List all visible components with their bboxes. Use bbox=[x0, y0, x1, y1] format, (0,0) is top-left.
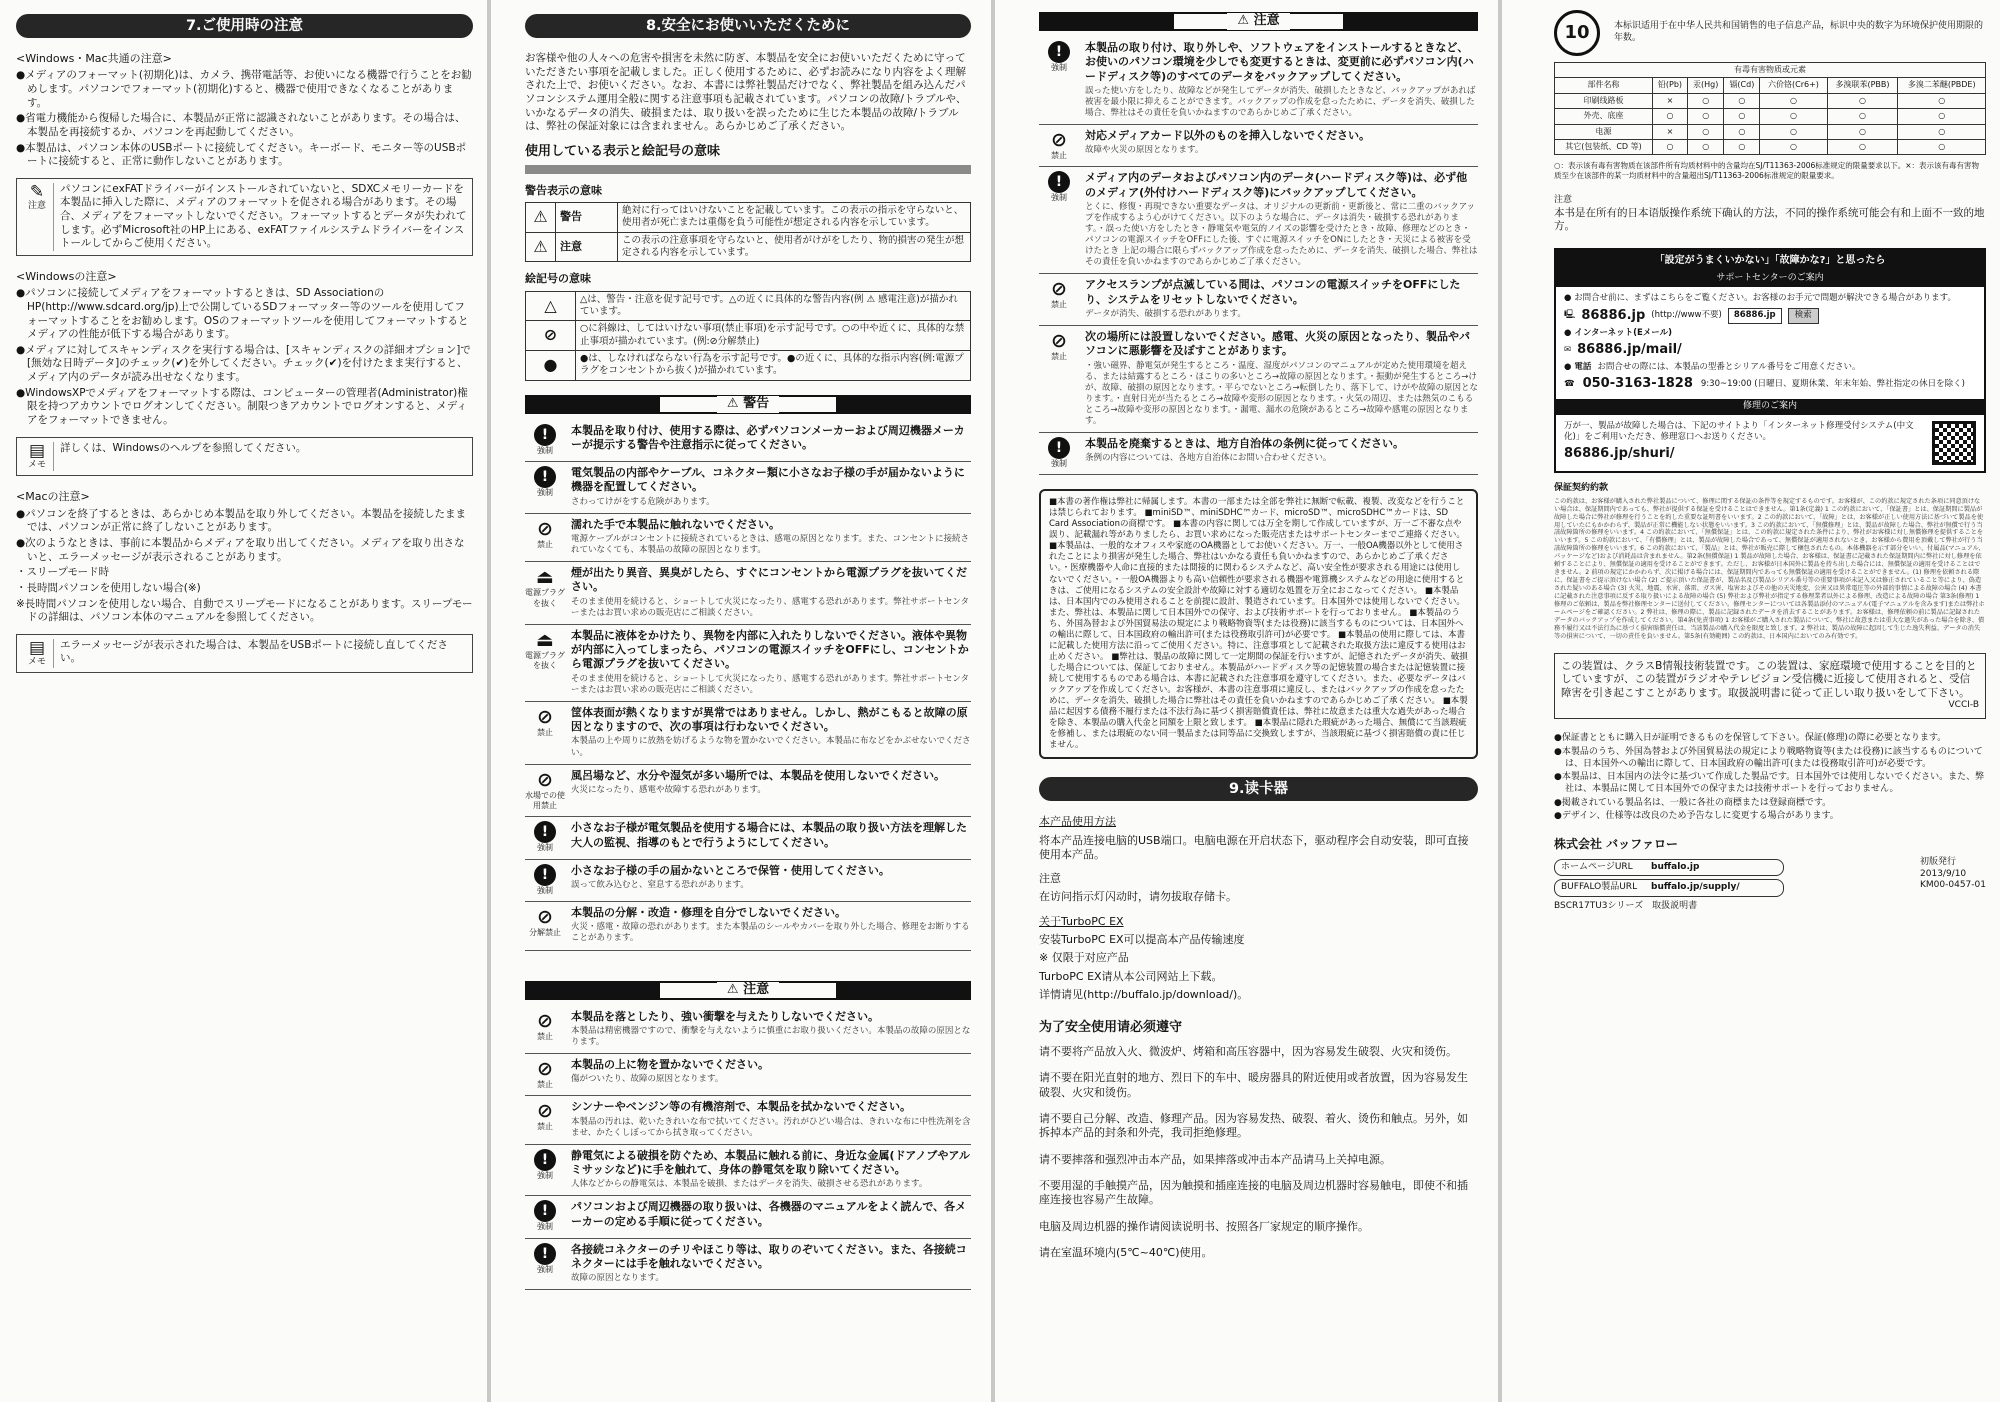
item-main: 対応メディアカード以外のものを挿入しないでください。 bbox=[1085, 129, 1371, 143]
item-main: 本製品を廃棄するときは、地方自治体の条例に従ってください。 bbox=[1085, 436, 1404, 450]
turbopc-list bbox=[1039, 933, 1478, 1002]
mandatory-icon: ! 強制 bbox=[525, 1200, 565, 1232]
mandatory-icon: ! 強制 bbox=[1039, 171, 1079, 268]
support-text: ● お問合せ前に、まずはこちらをご覧ください。お客様のお手元で問題が解決できる場合があります。 bbox=[1564, 292, 1956, 303]
prohibited-icon: ⊘ 禁止 bbox=[537, 517, 553, 549]
safety-item bbox=[525, 1239, 971, 1291]
vcci-text: この装置は、クラスB情報技術装置です。この装置は、家庭環境で使用することを目的としていますが、この装置がラジオやテレビジョン受信機に近接して使用されると、受信障害を引き起こすことがあります。取扱説明書に従って正しい取り扱いをして下さい。 bbox=[1561, 659, 1977, 699]
hazard-row: 电源 × ○ ○ ○ ○ ○ bbox=[1555, 124, 1986, 139]
safety-item bbox=[525, 860, 971, 902]
repair-text: 万が一、製品が故障した場合は、下記のサイトより「インターネット修理受付システム(中文化)」をご利用いただき、修理窓口へお送りください。 bbox=[1564, 421, 1914, 443]
section-title-safety: 8.安全にお使いいただくために bbox=[525, 14, 971, 38]
symbol-row bbox=[526, 232, 971, 262]
exfat-caution-box bbox=[16, 178, 473, 256]
note-item: ●WindowsXPでメディアをフォーマットする際は、コンピューターの管理者(Administrator)権限を持つアカウントでログオンしてください。制限つきアカウントでログオンすると、メディアをフォーマットできません。 bbox=[16, 386, 468, 427]
mac-notes-heading: <Macの注意> bbox=[16, 490, 90, 504]
prohibited-icon: ⊘ 禁止 bbox=[537, 1100, 553, 1132]
windows-notes-heading: <Windowsの注意> bbox=[16, 269, 117, 283]
item-main: 本製品を取り付け、使用する際は、必ずパソコンメーカーおよび周辺機器メーカーが提示する警告や注意指示に従ってください。 bbox=[571, 423, 965, 452]
safety-item bbox=[525, 1096, 971, 1144]
safety-item: 不要用湿的手触摸产品，因为触摸和插座连接的电脑及周边机器时容易触电，即使不和插座连接也容易产生故障。 bbox=[1039, 1178, 1468, 1207]
note-item: ●パソコンに接続してメディアをフォーマットするときは、SD AssociationのHP(http://www.sdcard.org/jp)上で公開しているSDフォーマッター等のツールを使用してフォーマットすることをお勧めします。OSのフォーマットツールを使用してフォーマットするとメディアの性能が低下する場合があります。 bbox=[16, 287, 469, 341]
item-note: 故障や火災の原因となります。 bbox=[1085, 145, 1204, 156]
phone-row bbox=[1564, 362, 1976, 373]
product-note: ●本製品のうち、外国為替および外国貿易法の規定により戦略物資等(または役務)に該当するものについては、日本国外への輸出に際して、日本国政府の輸出許可(または役務取引許可)が必要です。 bbox=[1554, 746, 1983, 769]
memo-box-error bbox=[16, 634, 473, 674]
note-item: ●メディアに対してスキャンディスクを実行する場合は、[スキャンディスクの詳細オプション]で[無効な日時データ]のチェック(✔)を外してください。チェック(✔)を付けたまま実行すると、メディア内のデータが読み出せなくなります。 bbox=[16, 343, 471, 384]
safety-intro: お客様や他の人々への危害や損害を未然に防ぎ、本製品を安全にお使いいただくために守っていただきたい事項を記載しました。正しく使用するために、必ずお読みになり内容をよく理解された上で、お使いください。なお、本書には弊社製品だけでなく、弊社製品を組み込んだパソコンシステム運用全般に関する注意事項も記載されています。パソコンの故障/トラブルや、いかなるデータの消失、破損または、取り扱いを誤ったために生じた本製品の故障/トラブルは、弊社の保証対象には含まれません。あらかじめご了承ください。 bbox=[525, 52, 967, 133]
symbol-meaning: 絶対に行ってはいけないことを記載しています。この表示の指示を守らないと、使用者が死亡または重傷を負う可能性が想定される内容を示しています。 bbox=[618, 203, 971, 233]
safety-item bbox=[1039, 326, 1478, 433]
safety-item bbox=[525, 765, 971, 818]
mandatory-icon: ! 強制 bbox=[1039, 437, 1079, 469]
note-item: ●次のようなときは、事前に本製品からメディアを取り出してください。メディアを取り出さないと、エラーメッセージが表示されることがあります。 bbox=[16, 536, 465, 563]
homepage-url-row bbox=[1554, 859, 1784, 877]
item-note: ・強い磁界、静電気が発生するところ・温度、湿度がパソコンのマニュアルが定めた使用環境を超える、または結露するところ・ほこりの多いところ→故障の原因となります。・振動が発生するところ→けが、故障、破損の原因となります。・平らでないところ→転倒したり、落下して、けがや故障の原因となります。・直射日光が当たるところ→故障や変形の原因となります。・火気の周辺、または熱気のこもるところ→故障や変形の原因となります。・漏電、漏水の危険があるところ→故障や感電の原因となります。 bbox=[1085, 360, 1478, 426]
safety-item bbox=[525, 562, 971, 625]
mail-icon: ✉ bbox=[1564, 345, 1572, 356]
safety-item: 电脑及周边机器的操作请阅读说明书、按照各厂家规定的顺序操作。 bbox=[1039, 1219, 1369, 1233]
warning-bar: ⚠ 警告 bbox=[525, 395, 971, 414]
unplug-icon: ⏏ 電源プラグを抜く bbox=[525, 566, 565, 608]
item-main: 本製品の取り付け、取り外しや、ソフトウェアをインストールするときなど、お使いのパソコン環境を少しでも変更するときは、変更前に必ずパソコン内(ハードディスク等)のすべてのデータをバックアップしてください。 bbox=[1085, 41, 1474, 83]
internet-label: ● インターネット(Eメール) bbox=[1564, 328, 1673, 339]
hazard-row: 外壳、底座 ○ ○ ○ ○ ○ ○ bbox=[1555, 109, 1986, 124]
support-subheading: サポートセンターのご案内 bbox=[1556, 271, 1984, 287]
usage-heading: 本产品使用方法 bbox=[1039, 815, 1116, 829]
item-note: 誤って飲み込むと、窒息する恐れがあります。 bbox=[571, 880, 749, 891]
symbol-icon: ⚠ bbox=[526, 232, 556, 262]
memo-icon: ▤ メモ bbox=[27, 440, 46, 470]
safety-item bbox=[1039, 125, 1478, 167]
symbol-icon: △ bbox=[526, 291, 576, 321]
item-note: 本製品の汚れは、乾いたきれいな布で拭いてください。汚れがひどい場合は、きれいな布に中性洗剤を含ませ、かたくしぼってから拭き取ってください。 bbox=[571, 1116, 971, 1138]
caution-bar: ⚠ 注意 bbox=[525, 981, 971, 1000]
vcci-box bbox=[1554, 653, 1986, 720]
product-url-label: BUFFALO製品URL bbox=[1561, 882, 1638, 893]
symbol-key: 警告 bbox=[556, 203, 618, 233]
hazard-table-title: 有毒有害物质或元素 bbox=[1555, 63, 1986, 78]
mandatory-icon: ! 強制 bbox=[1039, 41, 1079, 119]
item-note: 火災になったり、感電や故障する恐れがあります。 bbox=[571, 784, 766, 795]
turbopc-line: ※ 仅限于对应产品 bbox=[1039, 951, 1129, 965]
item-main: 小さなお子様の手の届かないところで保管・使用してください。 bbox=[571, 863, 890, 877]
item-main: 煙が出たり異音、異臭がしたら、すぐにコンセントから電源プラグを抜いてください。 bbox=[571, 566, 967, 594]
item-main: 本製品の上に物を置かないでください。 bbox=[571, 1057, 769, 1071]
product-note: ●デザイン、仕様等は改良のため予告なしに変更する場合があります。 bbox=[1554, 811, 1839, 822]
safety-item bbox=[525, 462, 971, 514]
note-item: ・長時間パソコンを使用しない場合(※) bbox=[16, 581, 201, 594]
memo-box-windows bbox=[16, 437, 473, 477]
item-note: 本製品の上や周りに放熱を妨げるような物を置かないでください。本製品に布などをかぶせないでください。 bbox=[571, 736, 971, 758]
item-main: 電気製品の内部やケーブル、コネクター類に小さなお子様の手が届かないように機器を配置してください。 bbox=[571, 466, 965, 494]
manual-title: BSCR17TU3シリーズ 取扱説明書 bbox=[1554, 900, 1698, 911]
symbol-meaning: △は、警告・注意を促す記号です。△の近くに具体的な警告内容(例 ⚠ 感電注意)が描かれています。 bbox=[576, 291, 971, 321]
company-name: 株式会社 バッファロー bbox=[1554, 836, 1678, 851]
symbols-heading: 使用している表示と絵記号の意味 bbox=[525, 143, 721, 159]
hazard-note: ○：表示该有毒有害物质在该部件所有均质材料中的含量均在SJ/T11363-2006标准规定的限量要求以下。×：表示该有毒有害物质至少在该部件的某一均质材料中的含量超出SJ/T11363-2006标准规定的限量要求。 bbox=[1554, 161, 1980, 181]
turbopc-line: 安装TurboPC EX可以提高本产品传输速度 bbox=[1039, 933, 1245, 947]
qr-code-icon bbox=[1932, 421, 1976, 465]
eco-period-badge: 10 bbox=[1554, 10, 1600, 56]
support-site-number[interactable]: 86886.jp bbox=[1581, 307, 1646, 323]
symbol-row bbox=[526, 291, 971, 321]
item-main: 本製品に液体をかけたり、異物を内部に入れたりしないでください。液体や異物が内部に入ってしまったら、パソコンの電源スイッチをOFFにし、コンセントから電源プラグを抜いてください。 bbox=[571, 628, 969, 671]
windows-notes-list bbox=[16, 287, 473, 427]
support-search-box[interactable]: 86886.jp bbox=[1728, 308, 1782, 323]
exfat-caution-text: パソコンにexFATドライバーがインストールされていないと、SDXCメモリーカードを本製品に挿入した際に、メディアのフォーマットを促される場合があります。その場合、メディアをフォーマットしないでください。フォーマットするとデータが失われてします。必ずMicrosoft社のHP上にある、exFATファイルシステムドライバーをインストールしてからご使用ください。 bbox=[53, 183, 468, 251]
homepage-url[interactable]: buffalo.jp bbox=[1651, 861, 1700, 872]
note-item: ●本製品は、パソコン本体のUSBポートに接続してください。キーボード、モニター等のUSBポートに接続すると、正常に動作しないことがあります。 bbox=[16, 141, 467, 168]
item-main: パソコンおよび周辺機器の取り扱いは、各機器のマニュアルをよく読んで、各メーカーの定める手順に従ってください。 bbox=[571, 1200, 967, 1228]
support-center-box bbox=[1554, 248, 1986, 473]
item-note: 本製品は精密機器ですので、衝撃を与えないように慎重にお取り扱いください。本製品の故障の原因となります。 bbox=[571, 1025, 971, 1047]
note-item: ※長時間パソコンを使用しない場合、自動でスリープモードになることがあります。スリープモードの詳細は、パソコン本体のマニュアルを参照してください。 bbox=[16, 597, 473, 624]
caution-bar: ⚠ 注意 bbox=[1039, 12, 1478, 31]
safety-item: 请不要摔落和强烈冲击本产品，如果摔落或冲击本产品请马上关掉电源。 bbox=[1039, 1152, 1391, 1166]
mandatory-icon: ! 強制 bbox=[525, 424, 565, 456]
safety-item bbox=[1039, 167, 1478, 274]
mandatory-icon: ! 強制 bbox=[525, 821, 565, 853]
item-main: 筐体表面が熱くなりますが異常ではありません。しかし、熱がこもると故障の原因となりますので、次の事項は行わないでください。 bbox=[571, 705, 968, 734]
common-notes-list bbox=[16, 69, 473, 168]
edition-date: 2013/9/10 bbox=[1920, 868, 1967, 879]
memo-error-text: エラーメッセージが表示された場合は、本製品をUSBポートに接続し直してください。 bbox=[53, 639, 468, 669]
safety-item bbox=[1039, 37, 1478, 125]
item-main: メディア内のデータおよびパソコン内のデータ(ハードディスク等)は、必ず他のメディア(外付けハードディスク等)にバックアップしてください。 bbox=[1085, 171, 1468, 199]
symbol-icon: ● bbox=[526, 351, 576, 381]
item-note: そのまま使用を続けると、ショートして火災になったり、感電する恐れがあります。弊社サポートセンターまたはお買い求めの販売店にご相談ください。 bbox=[571, 596, 970, 618]
prohibited-icon: ⊘ 禁止 bbox=[1051, 278, 1067, 310]
document-code: KM00-0457-01 bbox=[1920, 880, 1986, 891]
warning-list bbox=[525, 420, 971, 951]
item-main: 静電気による破損を防ぐため、本製品に触れる前に、身近な金属(ドアノブやアルミサッシなど)に手を触れて、身体の静電気を取り除いてください。 bbox=[571, 1148, 970, 1176]
note-item: ●メディアのフォーマット(初期化)は、カメラ、携帯電話等、お使いになる機器で行うことをお勧めします。パソコンでフォーマット(初期化)すると、機器で使用できなくなることがあります。 bbox=[16, 69, 472, 109]
safety-item bbox=[1039, 274, 1478, 326]
item-main: 風呂場など、水分や湿気が多い場所では、本製品を使用しないでください。 bbox=[571, 768, 945, 782]
item-main: 本製品の分解・改造・修理を自分でしないでください。 bbox=[571, 906, 846, 920]
item-note: データが消失、破損する恐れがあります。 bbox=[1085, 308, 1246, 319]
mandatory-icon: ! 強制 bbox=[525, 1149, 565, 1191]
product-notes-list bbox=[1554, 733, 1986, 823]
safety-item bbox=[525, 514, 971, 562]
item-note: 条例の内容については、各地方自治体にお問い合わせください。 bbox=[1085, 453, 1332, 464]
safety-item bbox=[525, 1054, 971, 1096]
safety-item bbox=[525, 902, 971, 950]
section-title-usage-notes: 7.ご使用時の注意 bbox=[16, 14, 473, 38]
note-heading: 注意 bbox=[1039, 872, 1061, 886]
safety-item: 请不要将产品放入火、微波炉、烤箱和高压容器中，因为容易发生破裂、火灾和烫伤。 bbox=[1039, 1045, 1457, 1059]
mandatory-icon: ! 強制 bbox=[525, 1243, 565, 1285]
search-button[interactable]: 検索 bbox=[1788, 308, 1819, 323]
eco-period-label: 本标识适用于在中华人民共和国销售的电子信息产品，标识中央的数字为环境保护使用期限的年数。 bbox=[1614, 21, 1984, 43]
hazard-row: 印刷线路板 × ○ ○ ○ ○ ○ bbox=[1555, 93, 1986, 108]
pencil-caution-icon: ✎ 注意 bbox=[27, 181, 46, 211]
turbopc-line: 详情请见(http://buffalo.jp/download/)。 bbox=[1039, 987, 1249, 1001]
repair-heading: 修理のご案内 bbox=[1556, 399, 1984, 415]
symbol-row bbox=[526, 321, 971, 351]
legal-notice-box: ■本書の著作権は弊社に帰属します。本書の一部または全部を弊社に無断で転載、複製、改変などを行うことは禁じられております。 ■miniSD™、miniSDHC™カード、microSD™、microSDHC™カードは、SD Card Associationの商標です。 ■本書の内容に関しては万全を期して作成していますが、万一ご不審な点や誤り、記載漏れ等がありましたら、お買い求めになった販売店またはサポートセンターまでご連絡ください。 ■本製品は、一般的なオフィスや家庭のOA機器としてお使いください。万一、一般OA機器以外として使用されたことにより損害が発生した場合、弊社はいかなる責任も負いかねますので、あらかじめご了承ください。・医療機器や人命に直接的または間接的に関わるシステムなど、高い安全性が要求される用途には使用しないでください。・一般OA機器よりも高い信頼性が要求される機器や電算機システムなどの用途に使用するときは、ご使用になるシステムの安全設計や故障に対する適切な処置を万全におこなってください。 ■本製品は、日本国内でのみ使用されることを前提に設計、製造されています。日本国外では使用しないでください。また、弊社は、本製品に関して日本国外での保守、および技術サポートを行っておりません。 ■本製品のうち、外国為替および外国貿易法の規定により戦略物資等(または役務)に該当するものについては、日本国外への輸出に際して、日本国政府の輸出許可(または役務取引許可)が必要です。 ■本製品の使用に際しては、本書に記載した使用方法に沿ってご使用ください。特に、注意事項として記載された取扱方法に違反する使用はお止めください。 ■弊社は、製品の故障に関して一定期間の保証を行いますが、記憶されたデータが消失、破損した場合については、保証しておりません。本製品がハードディスク等の記憶装置の場合または記憶装置に接続して使用するものである場合は、本書に記載された注意事項を遵守してください。また、必要なデータはバックアップを作成してください。お客様が、本書の注意事項に違反し、またはバックアップの作成を怠ったために、データを消失、破損した場合に弊社はその責任を負いかねますのであらかじめご了承ください。 ■本製品に起因する債務不履行または不法行為に基づく損害賠償責任は、弊社に故意または重大な過失があった場合を除き、本製品の購入代金と同額を上限と致します。 ■本製品に隠れた瑕疵があった場合、無償にて当該瑕疵を修補し、または瑕疵のない同一製品または同等品に交換致しますが、当該瑕疵に基づく損害賠償の責に任じません。 bbox=[1039, 489, 1478, 759]
safety-item: 请不要在阳光直射的地方、烈日下的车中、暖房器具的附近使用或者放置，因为容易发生破裂、火灾和烫伤。 bbox=[1039, 1071, 1468, 1099]
warning-display-table bbox=[525, 202, 971, 262]
prohibited-icon: ⊘ 禁止 bbox=[1051, 129, 1067, 161]
product-note: ●保証書とともに購入日が証明できるものを保管して下さい。保証(修理)の際に必要となります。 bbox=[1554, 733, 1947, 744]
vcci-tag: VCCI-B bbox=[1948, 700, 1979, 711]
safety-item: 请不要自己分解、改造、修理产品。因为容易发热、破裂、着火、烫伤和触点。另外，如拆掉本产品的封条和外壳，我司拒绝修理。 bbox=[1039, 1112, 1468, 1140]
item-main: アクセスランプが点滅している間は、パソコンの電源スイッチをOFFにしたり、システムをリセットしないでください。 bbox=[1085, 278, 1461, 306]
hazard-row: 其它(包装纸、CD 等) ○ ○ ○ ○ ○ ○ bbox=[1555, 139, 1986, 154]
memo-icon: ▤ メモ bbox=[27, 637, 46, 667]
support-heading: 「設定がうまくいかない」「故障かな?」と思ったら bbox=[1556, 250, 1984, 271]
symbol-meaning: この表示の注意事項を守らないと、使用者がけがをしたり、物的損害の発生が想定される内容を示しています。 bbox=[618, 232, 971, 262]
note-item: ●省電力機能から復帰した場合に、本製品が正常に認識されないことがあります。その場合は、本製品を再接続するか、パソコンを再起動してください。 bbox=[16, 112, 466, 138]
symbol-icon: ⚠ bbox=[526, 203, 556, 233]
safety-item bbox=[525, 1196, 971, 1238]
turbopc-heading: 关于TurboPC EX bbox=[1039, 914, 1124, 928]
safety-item bbox=[525, 1006, 971, 1054]
memo-windows-text: 詳しくは、Windowsのヘルプを参照してください。 bbox=[53, 442, 468, 472]
item-main: 本製品を落としたり、強い衝撃を与えたりしないでください。 bbox=[571, 1009, 879, 1023]
caution-list bbox=[525, 1006, 971, 1291]
heading-underline bbox=[525, 165, 971, 174]
item-note: とくに、修復・再現できない重要なデータは、オリジナルの更新前・更新後と、常に二重のバックアップを作成するよう心がけてください。以下のような場合に、データは消失・破損する恐れがあります。・誤った使い方をしたとき・静電気や電気的ノイズの影響を受けたとき・故障、修理などのとき・パソコンの電源スイッチをOFFにした後、すぐに電源スイッチをONにしたとき・天災による被害を受けたとき 上記の場合に限らずバックアップ作成を怠ったために、データを消失、破損した場合、弊社はその責任を負いかねますのであらかじめご了承ください。 bbox=[1085, 202, 1478, 268]
prohibited-icon: ⊘ 禁止 bbox=[537, 705, 553, 737]
panel-cautions-chinese bbox=[995, 0, 1498, 1402]
prohibited-icon: ⊘ 水場での使用禁止 bbox=[525, 768, 565, 810]
phone-text: お問合せの際には、本製品の型番とシリアル番号をご用意ください。 bbox=[1597, 362, 1861, 373]
caution-list bbox=[1039, 37, 1478, 475]
unplug-icon: ⏏ 電源プラグを抜く bbox=[525, 628, 565, 671]
panel-usage-notes bbox=[0, 0, 487, 1402]
product-url[interactable]: buffalo.jp/supply/ bbox=[1651, 882, 1740, 893]
safety-item bbox=[525, 1145, 971, 1197]
warranty-text: この約款は、お客様が購入された弊社製品について、修理に関する保証の条件等を規定するものです。お客様が、この約款に規定された条項に同意頂けない場合は、保証期間内であっても、弊社が提供する保証を受けることはできません。第1条(定義) 1 この約款において、「保証書」とは、保証期間に製品が故障した場合に弊社が修理を行うことを約した重要な証明書をいいます。2 この約款において、「故障」とは、お客様が正しい使用方法に基づいて製品を使用していたにもかかわらず、製品が正常に機能しない状態をいいます。3 この約款において、「無償修理」とは、製品が故障した場合、弊社が無償で行う当該故障箇所の修理をいいます。4 この約款において、「無償保証」とは、この約款に規定された条件により、弊社がお客様に対し無償修理を提供することをいいます。5 この約款において、「有償修理」とは、製品が故障した場合であって、無償保証が適用されないとき、お客様から費用を頂戴して弊社が行う当該故障箇所の修理をいいます。6 この約款において、「製品」とは、弊社が販売に際して梱包されたもの。本体機器を示す部分をいい、付属品(マニュアル、パッケージなど)および消耗品は含まれません。第2条(無償保証) 1 製品が故障した場合、お客様は、保証書に記載された保証期間内に弊社に対し修理を依頼することにより、無償保証の適用を受けることができます。ただし、お客様が日本国外に製品を持ち出した場合には、無償保証の適用を受けることはできません。2 前項の規定にかかわらず、次に掲げる場合には、保証期間内であっても無償保証の適用を受けることができません。(1) 修理を依頼される際に、保証書をご提示頂けない場合 (2) ご提示頂いた保証書が、製品名及び製品シリアル番号等の重要事項が未記入又は修正されていること等により、偽造された疑いのある場合 (3) 火災、地震、水害、落雷、ガス害、塩害およびその他の天災地変、公害又は異常電圧等の外部的事情による故障の場合 (4) 本書に記載された注意事項に反する取り扱いによる故障の場合 (5) 弊社および弊社が指定する修理業者以外による修理、改造による故障の場合 第3条(修理) 1 修理のご依頼は、製品を弊社修理センターに送付してください。修理センターについては各製品添付のマニュアル(電子マニュアルを含みます)または弊社ホームページをご確認ください。2 弊社は、修理の際に、製品に記録されたデータを消去することがあります。お客様は、修理依頼の前に製品に記録されたデータのバックアップを作成してください。第4条(免責事項) 1 お客様がご購入された製品について、弊社に故意または重大な過失があった場合を除き、債務不履行又は不法行為に基づく損害賠償責任は、当該製品の購入代金を限度と致します。2 弊社は、製品の故障に起因して生じた逸失利益、データの消失等の損害について、一切の責任を負いません。第5条(有効範囲) この約款は、日本国内においてのみ有効です。 bbox=[1554, 497, 1985, 640]
turbopc-line: TurboPC EX请从本公司网站上下载。 bbox=[1039, 969, 1223, 983]
mandatory-icon: ! 強制 bbox=[525, 466, 565, 508]
safety-item bbox=[525, 625, 971, 702]
safety-item bbox=[1039, 433, 1478, 475]
item-note: そのまま使用を続けると、ショートして火災になったり、感電する恐れがあります。弊社サポートセンターまたはお買い求めの販売店にご相談ください。 bbox=[571, 673, 970, 695]
hazard-substances-table bbox=[1554, 62, 1986, 155]
prohibited-icon: ⊘ 禁止 bbox=[1051, 329, 1067, 361]
repair-url[interactable]: 86886.jp/shuri/ bbox=[1564, 446, 1675, 462]
item-note: 人体などからの静電気は、本製品を破損、またはデータを消失、破損させる恐れがあります。 bbox=[571, 1179, 928, 1190]
product-note: ●本製品は、日本国内の法令に基づいて作成した製品です。日本国外では使用しないでください。また、弊社は、本製品に関して日本国外での保守または技術サポートを行っておりません。 bbox=[1554, 772, 1985, 794]
edition-label: 初版発行 bbox=[1920, 856, 1957, 867]
phone-number[interactable]: 050-3163-1828 bbox=[1582, 376, 1693, 392]
safety-item: 请在室温环境内(5℃~40℃)使用。 bbox=[1039, 1245, 1213, 1259]
prohibited-icon: ⊘ 禁止 bbox=[537, 1057, 553, 1089]
product-note: ●掲載されている製品名は、一般に各社の商標または登録商標です。 bbox=[1554, 797, 1832, 808]
prohibited-icon: ⊘ 禁止 bbox=[537, 1009, 553, 1041]
item-note: 故障の原因となります。 bbox=[571, 1273, 664, 1284]
symbol-icon: ⊘ bbox=[526, 321, 576, 351]
item-main: 小さなお子様が電気製品を使用する場合には、本製品の取り扱い方法を理解した大人の監視、指導のもとで行うようにしてください。 bbox=[571, 821, 967, 849]
hazard-header-row: 部件名称 铅(Pb) 汞(Hg) 镉(Cd) 六价铬(Cr6+) 多溴联苯(PBB) 多溴二苯醚(PBDE) bbox=[1555, 78, 1986, 93]
phone-hours: 9:30~19:00 (日曜日、夏期休業、年末年始、弊社指定の休日を除く) bbox=[1700, 379, 1965, 390]
section-title-card-reader: 9.读卡器 bbox=[1039, 777, 1478, 801]
item-main: 次の場所には設置しないでください。感電、火災の原因となったり、製品やパソコンに悪影響を及ぼすことがあります。 bbox=[1085, 329, 1470, 358]
note-item: ●パソコンを終了するときは、あらかじめ本製品を取り外してください。本製品を接続したままでは、パソコンが正常に終了しないことがあります。 bbox=[16, 507, 466, 534]
cn-note-heading: 注意 bbox=[1554, 194, 1573, 205]
phone-icon: ☎ bbox=[1564, 379, 1575, 390]
item-main: 各接続コネクターのチリやほこり等は、取りのぞいてください。また、各接続コネクターには手を触れないでください。 bbox=[571, 1242, 967, 1270]
prohibited-icon: ⊘ 分解禁止 bbox=[529, 906, 561, 938]
common-notes-heading: <Windows・Mac共通の注意> bbox=[16, 52, 172, 65]
symbol-row bbox=[526, 203, 971, 233]
warning-display-heading: 警告表示の意味 bbox=[525, 183, 602, 197]
homepage-url-label: ホームページURL bbox=[1561, 861, 1633, 872]
symbol-meaning: ○に斜線は、してはいけない事項(禁止事項)を示す記号です。○の中や近くに、具体的な禁止事項が描かれています。(例:⊘分解禁止) bbox=[576, 321, 971, 351]
safety-heading-cn: 为了安全使用请必须遵守 bbox=[1039, 1020, 1183, 1036]
panel-back bbox=[1502, 0, 2000, 1402]
item-note: 電源ケーブルがコンセントに接続されているときは、感電の原因となります。また、コンセントに接続されていなくても、本製品の故障の原因となります。 bbox=[571, 534, 970, 556]
symbol-meaning: ●は、しなければならない行為を示す記号です。●の近くに、具体的な指示内容(例:電源プラグをコンセントから抜く)が描かれています。 bbox=[576, 351, 971, 381]
note-item: ・スリープモード時 bbox=[16, 566, 110, 579]
item-main: シンナーやベンジン等の有機溶剤で、本製品を拭かないでください。 bbox=[571, 1100, 911, 1114]
item-note: 誤った使い方をしたり、故障などが発生してデータが消失、破損したときなど、バックアップがあれば被害を最小限に抑えることができます。バックアップの作成を怠ったために、データを消失、破損した場合、弊社はその責任を負いかねますのであらかじめご了承ください。 bbox=[1085, 85, 1476, 118]
pictogram-table bbox=[525, 291, 971, 381]
support-site-note: (http://www不要) bbox=[1651, 310, 1722, 321]
warranty-title: 保証契約約款 bbox=[1554, 483, 1609, 493]
item-main: 濡れた手で本製品に触れないでください。 bbox=[571, 517, 780, 531]
usage-text: 将本产品连接电脑的USB端口。电脑电源在开启状态下，驱动程序会自动安装，即可直接使用本产品。 bbox=[1039, 833, 1469, 861]
panel-safety bbox=[491, 0, 991, 1402]
symbol-key: 注意 bbox=[556, 232, 618, 262]
internet-url[interactable]: 86886.jp/mail/ bbox=[1577, 342, 1682, 358]
phone-label: ● 電話 bbox=[1564, 362, 1592, 373]
safety-item bbox=[525, 702, 971, 765]
item-note: 傷がついたり、故障の原因となります。 bbox=[571, 1074, 724, 1085]
web-icon: 🖳 bbox=[1564, 310, 1576, 321]
mandatory-icon: ! 強制 bbox=[525, 864, 565, 896]
safety-item bbox=[525, 420, 971, 462]
product-url-row bbox=[1554, 879, 1784, 897]
pictogram-heading: 絵記号の意味 bbox=[525, 272, 591, 286]
symbol-row bbox=[526, 351, 971, 381]
note-text: 在访问指示灯闪动时，请勿拔取存储卡。 bbox=[1039, 890, 1237, 904]
item-note: 火災・感電・故障の恐れがあります。また本製品のシールやカバーを取り外した場合、修理をお断りすることがあります。 bbox=[571, 922, 970, 944]
safety-item bbox=[525, 817, 971, 859]
cn-note-text: 本书是在所有的日本语版操作系统下确认的方法，不同的操作系统可能会有和上面不一致的地方。 bbox=[1554, 206, 1985, 233]
safety-list-cn bbox=[1039, 1045, 1478, 1260]
item-note: さわってけがをする危険があります。 bbox=[571, 496, 715, 507]
mac-notes-list bbox=[16, 508, 473, 625]
